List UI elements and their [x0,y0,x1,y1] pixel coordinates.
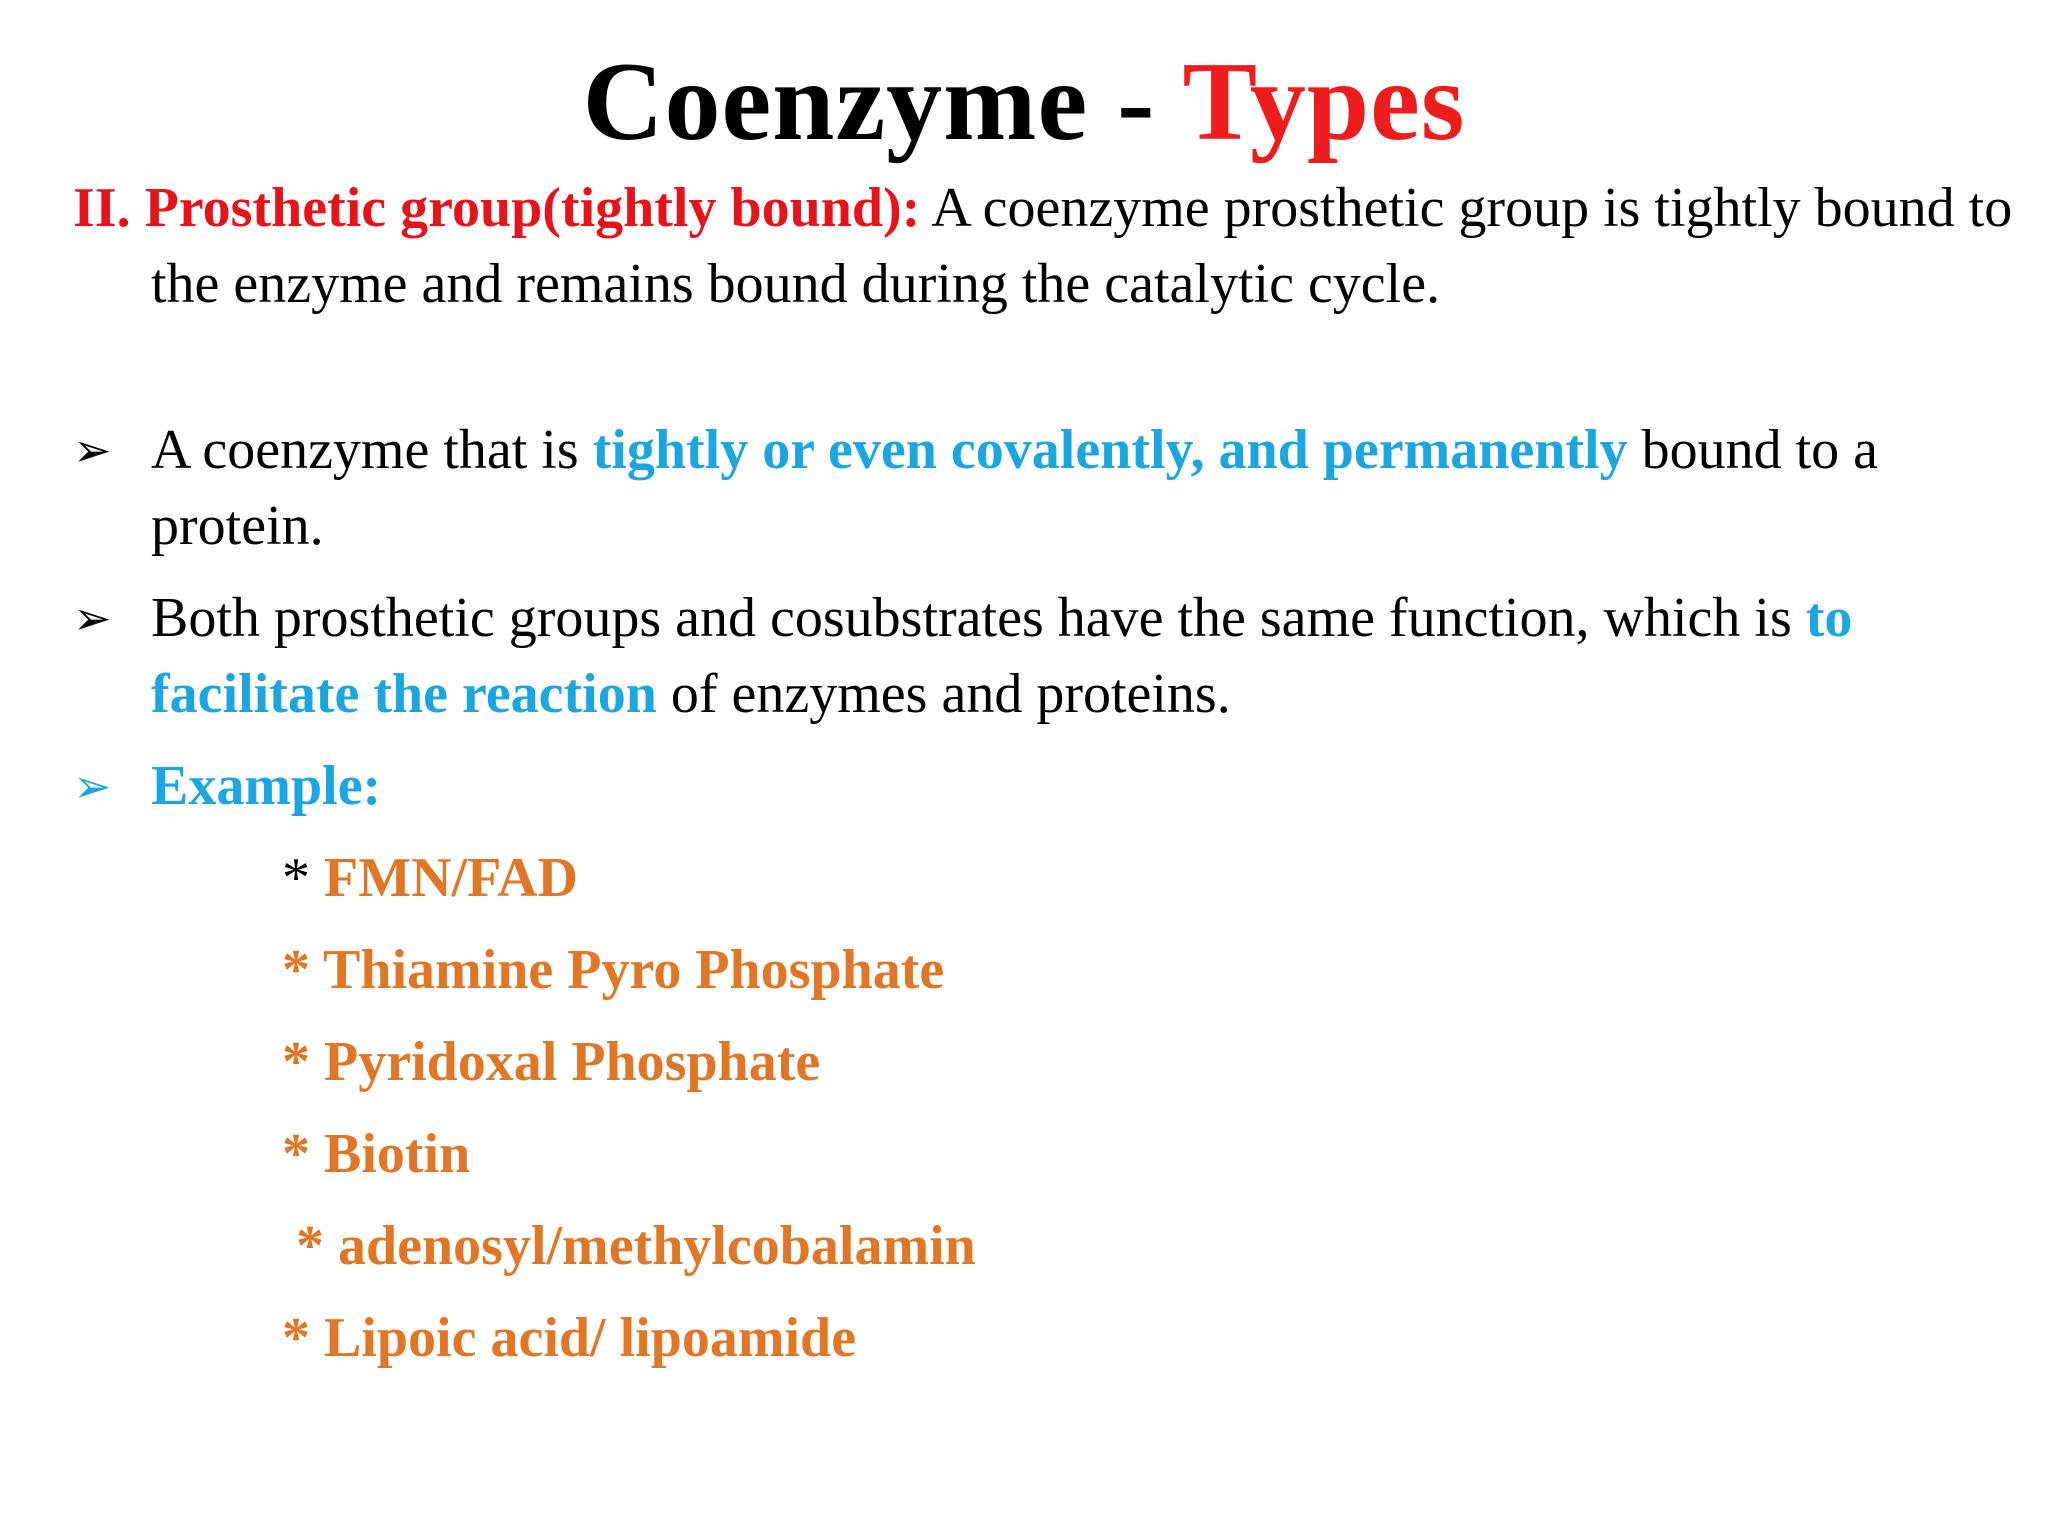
bullet-text [73,412,1993,564]
bullet-highlight: to facilitate the reaction [151,587,1853,725]
bullet-covalent-binding [73,412,1993,564]
example-item-cobalamin [282,1208,976,1284]
bullet-text [73,580,1993,732]
bullet-text-post: of enzymes and proteins. [656,663,1231,725]
arrow-bullet-icon: ➢ [73,591,112,645]
example-item-thiamine [282,932,944,1008]
example-text: Thiamine Pyro Phosphate [323,939,945,1001]
example-star: * [282,1123,324,1185]
bullet-same-function [73,580,1993,732]
example-item-lipoic-acid [282,1300,856,1376]
title-part-types: Types [1182,40,1466,164]
example-text: FMN/FAD [324,847,578,909]
example-label: Example: [151,755,382,817]
prosthetic-group-body: A coenzyme prosthetic group is tightly bound to the enzyme and remains bound during the catalytic cycle. [151,177,2013,315]
bullet-text-pre: Both prosthetic groups and cosubstrates have the same function, which is [151,587,1806,649]
arrow-bullet-icon: ➢ [73,423,112,477]
prosthetic-group-heading: II. Prosthetic group(tightly bound): [73,177,921,239]
example-text: adenosyl/methylcobalamin [338,1215,976,1277]
example-star: * [282,1215,338,1277]
example-text: Lipoic acid/ lipoamide [324,1307,857,1369]
example-item-biotin [282,1116,470,1192]
example-star: * [282,847,324,909]
example-item-pyridoxal [282,1024,820,1100]
slide-title [0,42,2048,162]
example-star: * [282,1031,324,1093]
example-text: Pyridoxal Phosphate [324,1031,821,1093]
title-part-coenzyme: Coenzyme - [582,40,1183,164]
example-item-fmn-fad [282,840,578,916]
example-star: * [282,1307,324,1369]
bullet-text-pre: A coenzyme that is [151,419,593,481]
arrow-bullet-icon: ➢ [73,759,112,813]
bullet-example-heading [73,748,1993,824]
example-star: * [282,939,323,1001]
bullet-highlight: tightly or even covalently, and permanently [592,419,1628,481]
bullet-text-post: bound to a protein. [151,419,1879,557]
example-text: Biotin [324,1123,471,1185]
prosthetic-group-definition [73,170,2048,322]
